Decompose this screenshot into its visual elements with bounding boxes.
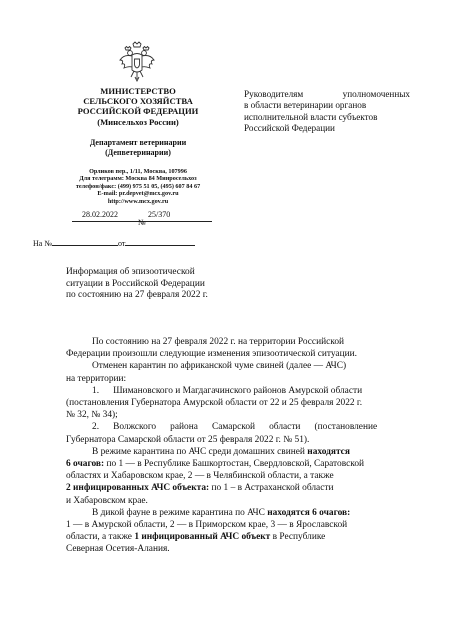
registration-date: 28.02.2022: [82, 210, 118, 219]
registration-number: 25/370: [148, 210, 171, 219]
ministry-line: МИНИСТЕРСТВО: [100, 86, 176, 96]
addressee-word: Руководителям: [244, 89, 304, 99]
body-bold-text: находятся: [307, 446, 350, 457]
address-line: http://www.mcx.gov.ru: [107, 197, 169, 205]
body-line: Губернатора Самарской области от 25 февраля 2022 г. № 51).: [66, 434, 310, 445]
reply-from-label: от: [117, 239, 126, 248]
body-text: В режиме карантина по АЧС среди домашних свиней: [92, 446, 308, 457]
registration-no-label: №: [138, 218, 146, 227]
body-text: В дикой фауне в режиме карантина по АЧС: [92, 507, 268, 518]
body-text: по 1 — в Республике Башкортостан, Свердловской, Саратовской: [104, 459, 365, 470]
ministry-heading: [56, 86, 220, 127]
body-line: 1. Шимановского и Магдагачинского районов Амурской области: [92, 385, 363, 396]
subject-line: по состоянию на 27 февраля 2022 г.: [66, 290, 208, 300]
reply-prefix: На №: [33, 239, 52, 248]
body-line: областях и Хабаровском крае, 2 — в Челябинской области, а также: [66, 471, 334, 482]
addressee-line: в области ветеринарии органов: [244, 100, 367, 111]
addressee-block: [244, 89, 410, 135]
body-text: по 1 – в Астраханской области: [209, 483, 334, 494]
paragraph-quarantine-lifted: [66, 360, 430, 384]
department-line: Департамент ветеринарии: [89, 138, 187, 147]
body-line: [66, 446, 430, 458]
body-line: (постановления Губернатора Амурской области от 22 и 25 февраля 2022 г.: [66, 398, 363, 409]
paragraph-wild-fauna: [66, 507, 430, 556]
subject-line: ситуации в Российской Федерации: [66, 278, 205, 289]
body-line: 2. Волжского района Самарской области (постановление: [92, 422, 378, 433]
address-line: Для телеграмм: Москва 84 Минросельхоз: [79, 175, 197, 183]
department-heading: [56, 138, 220, 157]
reply-date-blank: [125, 237, 195, 246]
body-bold-text: 2 инфицированных АЧС объекта:: [66, 483, 210, 494]
body-line: № 32, № 34);: [66, 410, 118, 421]
body-line: [66, 482, 430, 494]
contact-block: [56, 168, 220, 205]
ministry-line: РОССИЙСКОЙ ФЕДЕРАЦИИ: [77, 106, 199, 117]
body-text: в Республике: [270, 532, 326, 543]
address-line: Орликов пер., 1/11, Москва, 107996: [89, 168, 187, 175]
letter-body: [66, 336, 430, 556]
body-line: 1 — в Амурской области, 2 — в Приморском крае, 3 — в Ярославской: [66, 520, 348, 531]
body-text: области, а также: [66, 532, 135, 543]
list-item-samara: [66, 421, 430, 445]
body-bold-text: 1 инфицированный АЧС объект: [134, 532, 271, 543]
body-line: Федерации произошли следующие изменения эпизоотической ситуации.: [66, 349, 357, 360]
body-line: [66, 531, 430, 543]
reply-reference-line: [33, 237, 195, 248]
addressee-line: [244, 89, 410, 100]
body-bold-text: 6 очагов:: [66, 459, 105, 470]
address-line: телефон/факс: (499) 975 51 05, (495) 607 84 67: [75, 182, 201, 190]
body-line: По состоянию на 27 февраля 2022 г. на территории Российской: [92, 337, 345, 347]
list-item-amur: [66, 385, 430, 422]
body-line: [66, 507, 430, 519]
department-line: (Депветеринарии): [105, 147, 171, 157]
body-line: и Хабаровском крае.: [66, 495, 148, 506]
paragraph-domestic-pigs: [66, 446, 430, 507]
body-line: Северная Осетия-Алания.: [66, 544, 170, 555]
russian-coat-of-arms-icon: [118, 40, 156, 84]
address-line: E-mail: pr.depvet@mcx.gov.ru: [97, 190, 179, 198]
ministry-line: СЕЛЬСКОГО ХОЗЯЙСТВА: [83, 96, 193, 107]
body-line: [66, 458, 430, 470]
addressee-line: Российской Федерации: [244, 123, 335, 134]
body-line: на территории:: [66, 373, 127, 384]
subject-line: Информация об эпизоотической: [66, 267, 195, 277]
addressee-line: исполнительной власти субъектов: [244, 111, 378, 122]
body-bold-text: находятся 6 очагов:: [267, 507, 351, 518]
paragraph-situation: [66, 336, 430, 360]
addressee-word: уполномоченных: [342, 89, 410, 99]
letter-subject: [66, 267, 256, 302]
reply-number-blank: [52, 237, 118, 246]
body-line: Отменен карантин по африканской чуме свиней (далее — АЧС): [92, 361, 347, 372]
ministry-line: (Минсельхоз России): [97, 116, 179, 127]
